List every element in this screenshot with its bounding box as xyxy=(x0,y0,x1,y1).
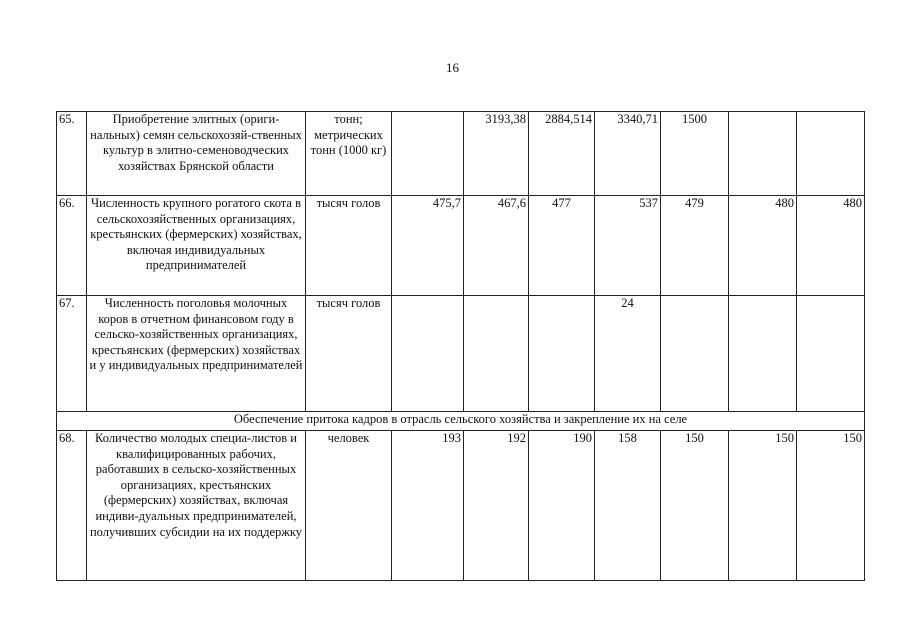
value-cell: 2884,514 xyxy=(529,112,595,196)
indicator-name: Численность крупного рогатого скота в сельскохозяйственных организациях, крестьянских (фермерских) хозяйствах, включая индивидуальных предпринимателей xyxy=(87,196,306,296)
unit-cell: тонн; метрических тонн (1000 кг) xyxy=(306,112,392,196)
indicator-name: Приобретение элитных (ориги-нальных) семян сельскохозяй-ственных культур в элитно-семеноводческих хозяйствах Брянской области xyxy=(87,112,306,196)
value-cell xyxy=(797,112,865,196)
table-row xyxy=(57,196,865,296)
table-row xyxy=(57,296,865,412)
indicators-table xyxy=(56,111,865,581)
unit-cell: тысяч голов xyxy=(306,296,392,412)
unit-cell: тысяч голов xyxy=(306,196,392,296)
table-row xyxy=(57,112,865,196)
page-number: 16 xyxy=(446,60,459,75)
value-cell xyxy=(729,296,797,412)
value-cell: 3340,71 xyxy=(595,112,661,196)
value-cell xyxy=(464,296,529,412)
table-row xyxy=(57,431,865,581)
value-cell: 24 xyxy=(595,296,661,412)
row-number: 65. xyxy=(57,112,87,196)
value-cell: 150 xyxy=(797,431,865,581)
value-cell: 150 xyxy=(729,431,797,581)
value-cell xyxy=(392,112,464,196)
value-cell: 477 xyxy=(529,196,595,296)
value-cell xyxy=(392,296,464,412)
value-cell: 158 xyxy=(595,431,661,581)
value-cell: 480 xyxy=(729,196,797,296)
row-number: 67. xyxy=(57,296,87,412)
value-cell: 190 xyxy=(529,431,595,581)
section-title: Обеспечение притока кадров в отрасль сельского хозяйства и закрепление их на селе xyxy=(57,412,865,431)
value-cell: 480 xyxy=(797,196,865,296)
value-cell: 475,7 xyxy=(392,196,464,296)
indicator-name: Количество молодых специа-листов и квалифицированных рабочих, работавших в сельско-хозяйственных организациях, крестьянских (фермерских) хозяйствах, включая индиви-дуальных предпринимателей, получивших субсидии на их поддержку xyxy=(87,431,306,581)
value-cell: 537 xyxy=(595,196,661,296)
section-row xyxy=(57,412,865,431)
value-cell xyxy=(797,296,865,412)
value-cell: 192 xyxy=(464,431,529,581)
value-cell xyxy=(529,296,595,412)
row-number: 66. xyxy=(57,196,87,296)
indicator-name: Численность поголовья молочных коров в отчетном финансовом году в сельско-хозяйственных организациях, крестьянских (фермерских) хозяйствах и у индивидуальных предпринимателей xyxy=(87,296,306,412)
value-cell xyxy=(729,112,797,196)
value-cell: 467,6 xyxy=(464,196,529,296)
value-cell xyxy=(661,296,729,412)
unit-cell: человек xyxy=(306,431,392,581)
value-cell: 193 xyxy=(392,431,464,581)
value-cell: 479 xyxy=(661,196,729,296)
value-cell: 1500 xyxy=(661,112,729,196)
value-cell: 3193,38 xyxy=(464,112,529,196)
row-number: 68. xyxy=(57,431,87,581)
value-cell: 150 xyxy=(661,431,729,581)
